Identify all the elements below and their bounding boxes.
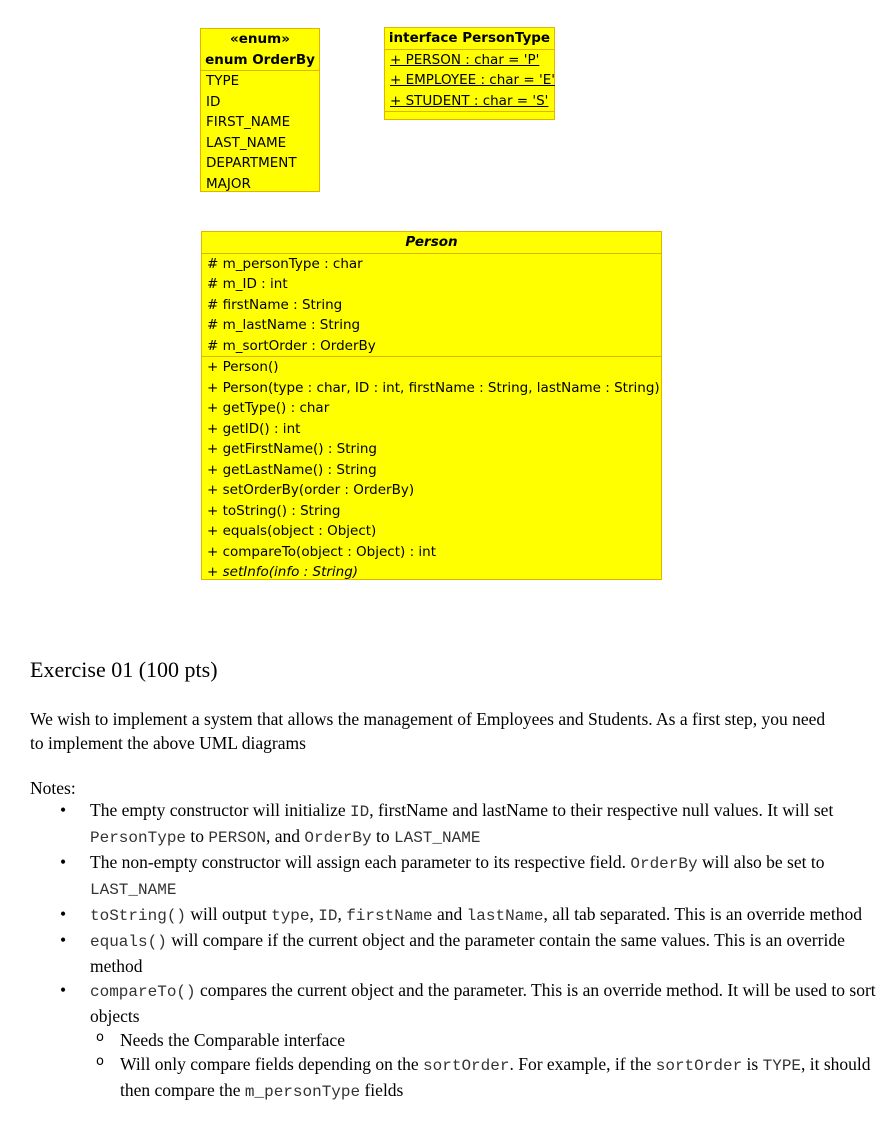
- note-text: will output: [186, 904, 272, 924]
- code-token: equals(): [90, 933, 167, 951]
- enum-stereotype: «enum»: [230, 31, 290, 47]
- code-token: type: [271, 907, 310, 925]
- subnote-comparable: o Needs the Comparable interface: [120, 1028, 890, 1052]
- person-method: + Person(type : char, ID : int, firstName : String, lastName : String): [207, 379, 660, 396]
- note-text: ,: [337, 904, 347, 924]
- interface-field: + EMPLOYEE : char = 'E': [390, 72, 555, 88]
- interface-field: + STUDENT : char = 'S': [390, 92, 549, 109]
- person-attribute: # m_sortOrder : OrderBy: [207, 337, 376, 354]
- enum-value: FIRST_NAME: [206, 114, 291, 130]
- person-attribute: # m_lastName : String: [207, 317, 361, 333]
- enum-value: LAST_NAME: [206, 134, 287, 151]
- note-compareto: [90, 978, 890, 1104]
- exercise-title: Exercise 01 (100 pts): [30, 657, 218, 682]
- person-class-name: Person: [202, 232, 661, 254]
- note-text: will compare if the current object and the parameter contain the same values. This is an override method: [90, 930, 845, 976]
- note-equals: [90, 928, 890, 978]
- code-token: PERSON: [208, 829, 266, 847]
- person-method: + getFirstName() : String: [207, 441, 377, 457]
- note-text: . For example, if the: [509, 1054, 656, 1074]
- note-text: , all tab separated. This is an override method: [543, 904, 862, 924]
- code-token: lastName: [466, 907, 544, 925]
- person-method: + setOrderBy(order : OrderBy): [207, 482, 415, 498]
- note-text: fields: [360, 1080, 404, 1100]
- note-text: , and: [266, 826, 305, 846]
- person-attributes-compartment: [202, 254, 661, 357]
- code-token: sortOrder: [655, 1057, 743, 1075]
- enum-value: ID: [206, 93, 221, 110]
- code-token: OrderBy: [630, 855, 698, 873]
- code-token: LAST_NAME: [90, 881, 177, 899]
- code-token: PersonType: [90, 829, 187, 847]
- person-method: + getID() : int: [207, 420, 301, 437]
- subnote-sortorder: [120, 1052, 890, 1104]
- person-method: + Person(): [207, 359, 279, 375]
- code-token: firstName: [346, 907, 433, 925]
- note-empty-constructor: [90, 798, 890, 850]
- person-attribute: # m_ID : int: [207, 276, 288, 292]
- notes-label: Notes:: [30, 778, 76, 798]
- person-method: + equals(object : Object): [207, 523, 377, 539]
- interface-name: interface PersonType: [385, 28, 554, 50]
- note-nonempty-constructor: [90, 850, 890, 902]
- note-tostring: [90, 902, 890, 928]
- note-text: , firstName and lastName to their respective null values. It will set: [369, 800, 834, 820]
- note-text: to: [186, 826, 209, 846]
- note-text: ,: [309, 904, 319, 924]
- interface-field: + PERSON : char = 'P': [390, 51, 540, 68]
- note-text: and: [432, 904, 467, 924]
- code-token: ID: [350, 803, 370, 821]
- code-token: LAST_NAME: [394, 829, 481, 847]
- interface-methods-compartment: [385, 111, 554, 122]
- person-class-box: [201, 231, 662, 580]
- code-token: OrderBy: [304, 829, 372, 847]
- code-token: sortOrder: [423, 1057, 510, 1075]
- note-text: Will only compare fields depending on the: [120, 1054, 424, 1074]
- note-text: to: [371, 826, 394, 846]
- enum-value: DEPARTMENT: [206, 155, 297, 171]
- code-token: ID: [318, 907, 338, 925]
- person-method: + toString() : String: [207, 502, 341, 519]
- person-methods-compartment: [202, 356, 661, 583]
- person-method: + getLastName() : String: [207, 461, 377, 478]
- code-token: TYPE: [762, 1057, 802, 1075]
- note-text: The empty constructor will initialize: [90, 800, 350, 820]
- note-text: , it should then compare the: [120, 1054, 871, 1100]
- note-text: compares the current object and the parameter. This is an override method. It will be used to sort objects: [90, 980, 876, 1026]
- enum-orderby-class-box: [200, 28, 320, 192]
- interface-persontype-class-box: [384, 27, 555, 120]
- person-method: + compareTo(object : Object) : int: [207, 543, 437, 560]
- code-token: m_personType: [244, 1083, 361, 1101]
- note-text: The non-empty constructor will assign each parameter to its respective field.: [90, 852, 631, 872]
- enum-value: TYPE: [206, 73, 240, 89]
- enum-name: enum OrderBy: [201, 50, 319, 72]
- person-abstract-method: + setInfo(info : String): [207, 564, 359, 580]
- intro-paragraph: We wish to implement a system that allows the management of Employees and Students. As a first step, you need to implement the above UML diagrams: [30, 709, 826, 753]
- person-method: + getType() : char: [207, 400, 330, 416]
- person-attribute: # firstName : String: [207, 296, 343, 313]
- enum-value: MAJOR: [206, 175, 251, 192]
- note-text: will also be set to: [697, 852, 825, 872]
- notes-list: [30, 798, 890, 1104]
- code-token: toString(): [90, 907, 187, 925]
- note-text: is: [742, 1054, 763, 1074]
- compareto-subnotes: [90, 1028, 890, 1104]
- person-attribute: # m_personType : char: [207, 255, 363, 272]
- code-token: compareTo(): [90, 983, 196, 1001]
